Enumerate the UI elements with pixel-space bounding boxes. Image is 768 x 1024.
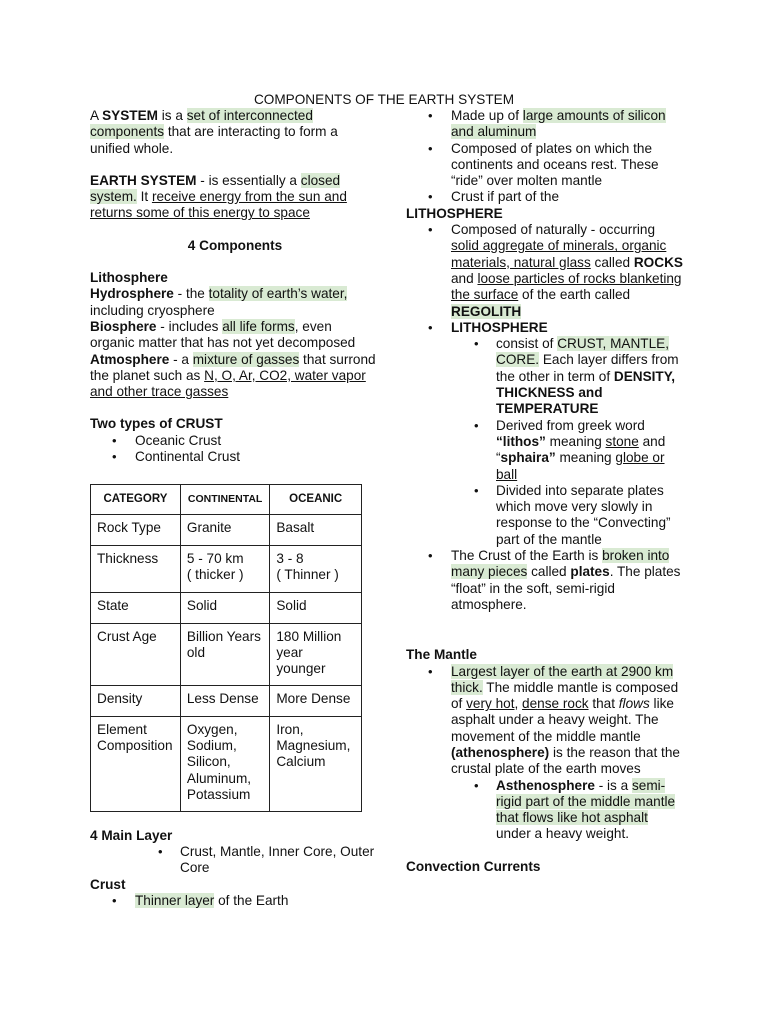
list-item: • Composed of plates on which the continents and oceans rest. These “ride” over molten mantle — [406, 141, 686, 190]
crust-comparison-table — [90, 484, 362, 811]
list-item: • Continental Crust — [90, 449, 380, 465]
components-heading: 4 Components — [187, 237, 283, 253]
table-cell: More Dense — [270, 685, 362, 716]
list-item: • Crust if part of the — [406, 189, 686, 205]
lithosphere-list — [406, 222, 686, 613]
main-layer-list — [90, 844, 380, 877]
mantle-list — [406, 664, 686, 843]
crust-heading: Crust — [90, 876, 126, 892]
table-cell: 3 - 8 ( Thinner ) — [270, 545, 362, 592]
table-cell: Solid — [180, 592, 269, 623]
main-layer-heading: 4 Main Layer — [90, 827, 173, 843]
list-item: • LITHOSPHERE • consist of CRUST, MANTLE, CORE. Each layer differs from the other in term of DENSITY, THICKNESS and TEMPERATURE • Derived from greek word “lithos” meaning stone and “sphaira” meaning globe or ball • Divided into separate plates which move very slowly in response to the “Convecting” part of the mantle — [406, 320, 686, 548]
table-cell: State — [91, 592, 181, 623]
table-row — [91, 545, 362, 592]
atmosphere-definition: Atmosphere - a mixture of gasses that surrond the planet such as N, O, Ar, CO2, water vapor and other trace gasses — [90, 351, 376, 400]
mantle-heading: The Mantle — [406, 647, 477, 663]
list-item: • Crust, Mantle, Inner Core, Outer Core — [90, 844, 380, 877]
table-cell: Iron, Magnesium, Calcium — [270, 716, 362, 811]
lithosphere-sublist — [406, 336, 686, 548]
list-item: • consist of CRUST, MANTLE, CORE. Each layer differs from the other in term of DENSITY, THICKNESS and TEMPERATURE — [406, 336, 686, 417]
list-item: • Composed of naturally - occurring solid aggregate of minerals, organic materials, natural glass called ROCKS and loose particles of rocks blanketing the surface of the earth called REGOLITH — [406, 222, 686, 320]
table-header-row — [91, 485, 362, 514]
system-definition: A SYSTEM is a set of interconnected components that are interacting to form a unified whole. — [90, 108, 338, 156]
mantle-sublist — [406, 778, 686, 843]
crust-list — [90, 893, 380, 909]
hydrosphere-definition: Hydrosphere - the totality of earth’s water, including cryosphere — [90, 286, 348, 318]
list-item: • Largest layer of the earth at 2900 km thick. The middle mantle is composed of very hot, dense rock that flows like asphalt under a heavy weight. The movement of the middle mantle (athenosphere) is the reason that the crustal plate of the earth moves • Asthenosphere - is a semi-rigid part of the middle mantle that flows like hot asphalt under a heavy weight. — [406, 664, 686, 843]
table-row — [91, 592, 362, 623]
earth-system-definition: EARTH SYSTEM - is essentially a closed system. It receive energy from the sun and returns some of this energy to space — [90, 172, 347, 221]
table-cell: Granite — [180, 514, 269, 545]
table-cell: Rock Type — [91, 514, 181, 545]
list-item: • The Crust of the Earth is broken into many pieces called plates. The plates “float” in the soft, semi-rigid atmosphere. — [406, 548, 686, 613]
table-cell: 180 Million year younger — [270, 623, 362, 685]
biosphere-definition: Biosphere - includes all life forms, even organic matter that has not yet decomposed — [90, 318, 356, 351]
table-cell: Solid — [270, 592, 362, 623]
page-title: COMPONENTS OF THE EARTH SYSTEM — [253, 92, 515, 107]
table-row — [91, 514, 362, 545]
crust-types-heading: Two types of CRUST — [90, 416, 223, 432]
list-item: • Divided into separate plates which move very slowly in response to the “Convecting” part of the mantle — [406, 483, 686, 548]
table-header: OCEANIC — [270, 485, 362, 514]
table-header: CATEGORY — [91, 485, 181, 514]
lithosphere-label: Lithosphere — [90, 270, 168, 286]
table-cell: Density — [91, 685, 181, 716]
convection-heading: Convection Currents — [406, 858, 541, 874]
list-item: • Derived from greek word “lithos” meaning stone and “sphaira” meaning globe or ball — [406, 418, 686, 483]
table-cell: 5 - 70 km ( thicker ) — [180, 545, 269, 592]
lithosphere-heading: LITHOSPHERE — [406, 205, 503, 221]
crust-properties-list — [406, 108, 686, 206]
right-column — [406, 108, 686, 875]
table-cell: Billion Years old — [180, 623, 269, 685]
table-cell: Thickness — [91, 545, 181, 592]
table-row — [91, 685, 362, 716]
list-item: • Made up of large amounts of silicon and aluminum — [406, 108, 686, 141]
list-item: • Oceanic Crust — [90, 433, 380, 449]
table-header: CONTINENTAL — [180, 485, 269, 514]
table-cell: Less Dense — [180, 685, 269, 716]
list-item: • Thinner layer of the Earth — [90, 893, 380, 909]
list-item: • Asthenosphere - is a semi-rigid part of the middle mantle that flows like hot asphalt under a heavy weight. — [406, 778, 686, 843]
left-column — [90, 108, 380, 909]
table-cell: Basalt — [270, 514, 362, 545]
table-cell: Element Composition — [91, 716, 181, 811]
crust-types-list — [90, 433, 380, 466]
table-row — [91, 716, 362, 811]
table-row — [91, 623, 362, 685]
table-cell: Oxygen, Sodium, Silicon, Aluminum, Potassium — [180, 716, 269, 811]
table-cell: Crust Age — [91, 623, 181, 685]
